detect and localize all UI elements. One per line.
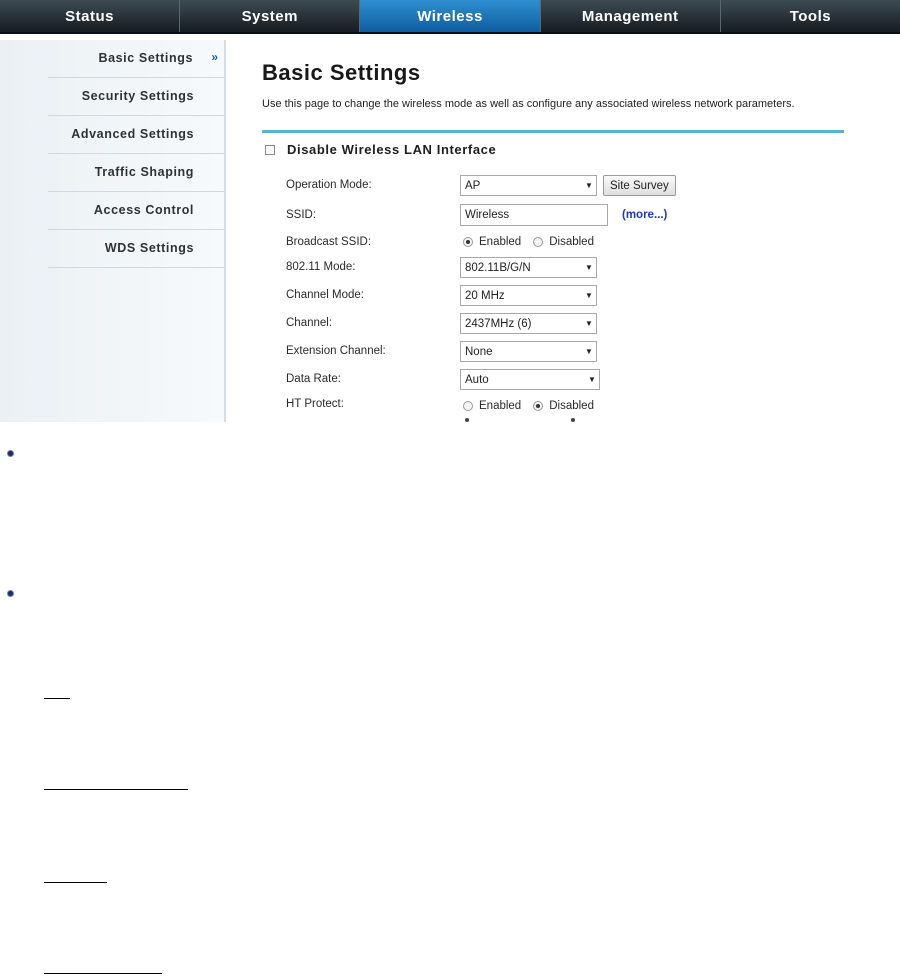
underline-mark bbox=[44, 973, 162, 974]
channel-label: Channel: bbox=[286, 317, 333, 329]
chevron-down-icon: ▼ bbox=[588, 375, 596, 384]
sidebar-item-label: Basic Settings bbox=[98, 51, 193, 65]
sidebar-item-advanced-settings[interactable] bbox=[48, 116, 224, 154]
data-rate-value: Auto bbox=[465, 373, 489, 386]
broadcast-enabled-radio[interactable] bbox=[463, 237, 473, 247]
data-rate-label: Data Rate: bbox=[286, 373, 341, 385]
extension-channel-select[interactable] bbox=[460, 341, 597, 362]
tab-tools[interactable]: Tools bbox=[789, 7, 832, 25]
cut-off-radio-indicator bbox=[571, 418, 575, 422]
extension-channel-value: None bbox=[465, 345, 493, 358]
chevron-down-icon: ▼ bbox=[585, 181, 593, 190]
channel-mode-label: Channel Mode: bbox=[286, 289, 364, 301]
page-description: Use this page to change the wireless mode as well as configure any associated wireless network parameters. bbox=[262, 98, 795, 110]
ssid-more-link[interactable]: (more...) bbox=[622, 209, 668, 221]
active-arrow-icon: » bbox=[211, 50, 218, 64]
broadcast-ssid-label: Broadcast SSID: bbox=[286, 236, 372, 248]
channel-mode-value: 20 MHz bbox=[465, 289, 505, 302]
sidebar-item-label: Access Control bbox=[93, 203, 194, 217]
sidebar-item-traffic-shaping[interactable] bbox=[48, 154, 224, 192]
page-title: Basic Settings bbox=[262, 60, 421, 85]
tab-system[interactable]: System bbox=[180, 0, 360, 32]
chevron-down-icon: ▼ bbox=[585, 263, 593, 272]
ht-protect-disabled-radio[interactable] bbox=[533, 401, 543, 411]
site-survey-button[interactable]: Site Survey bbox=[603, 175, 676, 196]
broadcast-disabled-radio[interactable] bbox=[533, 237, 543, 247]
sidebar bbox=[0, 40, 226, 422]
tab-wireless[interactable]: Wireless bbox=[360, 0, 540, 32]
channel-select[interactable] bbox=[460, 313, 597, 334]
underline-mark bbox=[44, 698, 70, 699]
cut-off-radio-indicator bbox=[465, 418, 469, 422]
ht-protect-disabled-label: Disabled bbox=[549, 400, 594, 412]
sidebar-item-label: Advanced Settings bbox=[71, 127, 194, 141]
broadcast-disabled-label: Disabled bbox=[549, 236, 594, 248]
operation-mode-label: Operation Mode: bbox=[286, 179, 372, 191]
tab-management[interactable]: Management bbox=[541, 0, 721, 32]
underline-mark bbox=[44, 789, 188, 790]
ht-protect-enabled-label: Enabled bbox=[479, 400, 522, 412]
extension-channel-label: Extension Channel: bbox=[286, 345, 386, 357]
sidebar-item-label: Traffic Shaping bbox=[94, 165, 194, 179]
bullet-point bbox=[7, 450, 14, 457]
underline-mark bbox=[44, 882, 107, 883]
title-divider bbox=[262, 130, 844, 133]
channel-mode-select[interactable] bbox=[460, 285, 597, 306]
chevron-down-icon: ▼ bbox=[585, 319, 593, 328]
sidebar-item-access-control[interactable] bbox=[48, 192, 224, 230]
sidebar-item-label: Security Settings bbox=[81, 89, 194, 103]
operation-mode-value: AP bbox=[465, 179, 481, 192]
sidebar-item-basic-settings[interactable] bbox=[48, 40, 224, 78]
ht-protect-enabled-radio[interactable] bbox=[463, 401, 473, 411]
top-nav bbox=[0, 0, 900, 34]
chevron-down-icon: ▼ bbox=[585, 347, 593, 356]
broadcast-ssid-options bbox=[463, 236, 606, 248]
ssid-input[interactable] bbox=[460, 204, 608, 226]
tab-status[interactable]: Status bbox=[0, 0, 180, 32]
operation-mode-select[interactable] bbox=[460, 175, 597, 196]
ht-protect-label: HT Protect: bbox=[286, 398, 344, 410]
sidebar-item-security-settings[interactable] bbox=[48, 78, 224, 116]
mode-80211-select[interactable] bbox=[460, 257, 597, 278]
router-ui-screenshot bbox=[0, 0, 900, 422]
ht-protect-options bbox=[463, 400, 606, 412]
mode-80211-value: 802.11B/G/N bbox=[465, 261, 531, 274]
sidebar-item-label: WDS Settings bbox=[104, 241, 194, 255]
chevron-down-icon: ▼ bbox=[585, 291, 593, 300]
disable-wlan-row bbox=[265, 142, 496, 157]
ssid-label: SSID: bbox=[286, 209, 317, 221]
disable-wlan-checkbox[interactable] bbox=[265, 145, 275, 155]
channel-value: 2437MHz (6) bbox=[465, 317, 532, 330]
disable-wlan-label: Disable Wireless LAN Interface bbox=[287, 142, 497, 157]
bullet-point bbox=[7, 590, 14, 597]
mode-80211-label: 802.11 Mode: bbox=[286, 261, 356, 273]
broadcast-enabled-label: Enabled bbox=[479, 236, 522, 248]
data-rate-select[interactable] bbox=[460, 369, 600, 390]
sidebar-item-wds-settings[interactable] bbox=[48, 230, 224, 268]
